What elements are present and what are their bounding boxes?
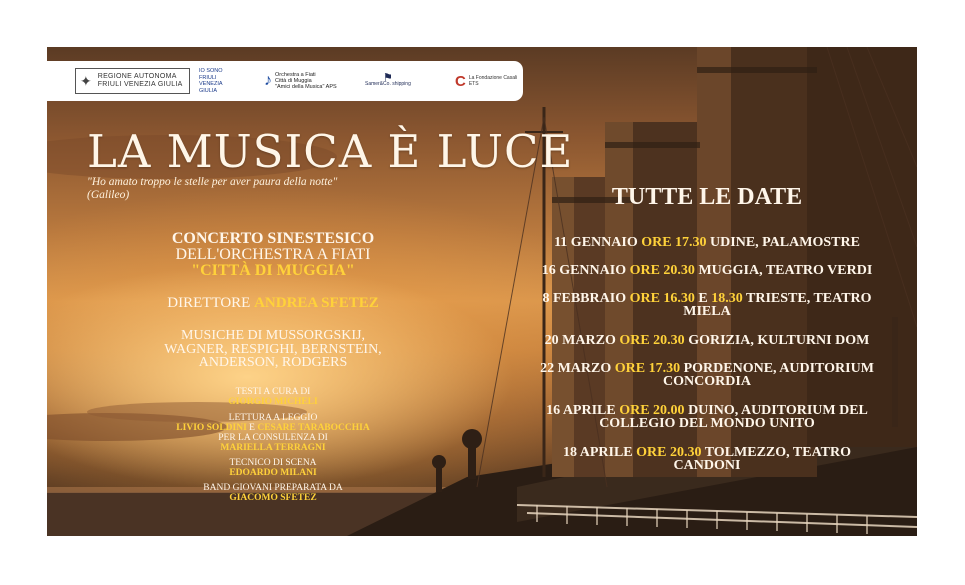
date-item: 11 GENNAIO ORE 17.30 UDINE, PALAMOSTRE [554,235,860,250]
date-item: 16 APRILE ORE 20.00 DUINO, AUDITORIUM DEL COLLEGIO DEL MONDO UNITO [546,403,868,431]
date-item: 18 APRILE ORE 20.30 TOLMEZZO, TEATRO CANDONI [563,445,851,473]
date-item: 20 MARZO ORE 20.30 GORIZIA, KULTURNI DOM [544,333,870,348]
sponsor-logo-bar [47,61,523,101]
concert-heading: CONCERTO SINESTESICO DELL'ORCHESTRA A FIATI "CITTÀ DI MUGGIA" [171,230,375,279]
date-item: 8 FEBBRAIO ORE 16.30 E 18.30 TRIESTE, TEATRO MIELA [542,291,872,319]
page-title: LA MUSICA È LUCE [87,125,574,178]
fondazione-logo: C La Fondazione Casali ETS [455,72,518,90]
fondazione-mark-icon: C [455,72,466,90]
music-note-icon: ♪ [264,72,272,89]
date-item: 22 MARZO ORE 17.30 PORDENONE, AUDITORIUM CONCORDIA [540,361,874,389]
music-composers: MUSICHE DI MUSSORGSKIJ, WAGNER, RESPIGHI, BERNSTEIN, ANDERSON, RODGERS [164,328,382,370]
io-sono-fvg-logo: IO SONO FRIULI VENEZIA GIULIA [199,68,223,94]
eagle-icon: ✦ [80,72,92,89]
director-line: DIRETTORE ANDREA SFETEZ [167,295,379,311]
shipping-sponsor-logo: ⚑ Samer&Co. shipping [365,72,411,87]
galileo-quote: "Ho amato troppo le stelle per aver paura della notte" (Galileo) [87,176,338,201]
flag-icon: ⚑ [382,72,393,84]
regione-fvg-logo: ✦ REGIONE AUTONOMA FRIULI VENEZIA GIULIA [75,61,190,101]
dates-title: TUTTE LE DATE [611,184,803,210]
credit-band: BAND GIOVANI PREPARATA DA GIACOMO SFETEZ [203,483,343,503]
credit-testi: TESTI A CURA DI GIORGIO MICHELI [228,387,318,407]
date-item: 16 GENNAIO ORE 20.30 MUGGIA, TEATRO VERDI [541,263,873,278]
poster [47,47,917,536]
orchestra-logo: ♪ Orchestra a Fiati Città di Muggia "Amici della Musica" APS [264,72,337,90]
credit-lettura: LETTURA A LEGGIO LIVIO SOLDINI E CESARE TARABOCCHIA PER LA CONSULENZA DI MARIELLA TERRAGNI [176,413,370,453]
credit-tecnico: TECNICO DI SCENA EDOARDO MILANI [229,458,317,478]
